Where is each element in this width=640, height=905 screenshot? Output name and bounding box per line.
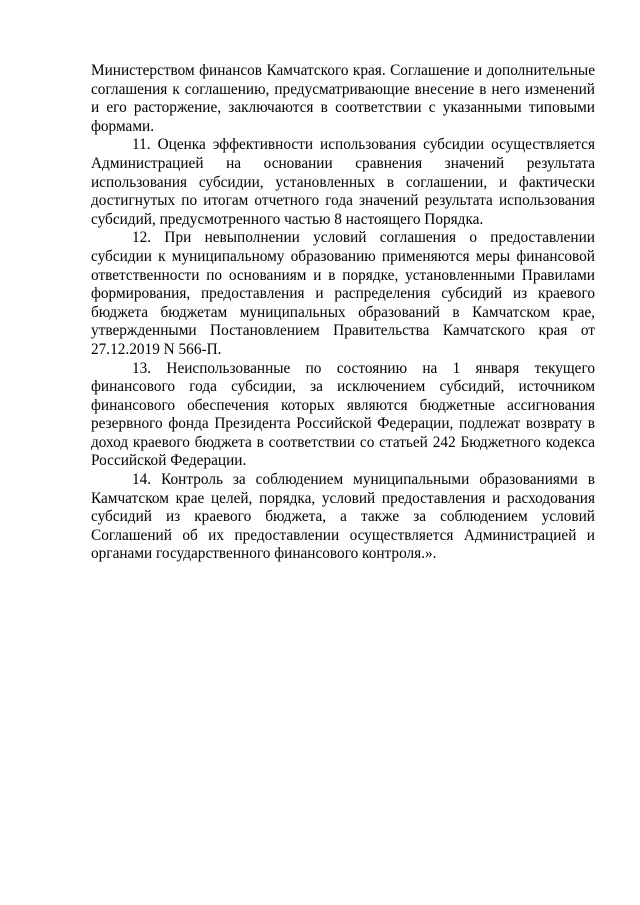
paragraph-13: 13. Неиспользованные по состоянию на 1 января текущего финансового года субсидии, за исключением субсидий, источником финансового обеспечения которых являются бюджетные ассигнования резервного фонда Президента Российской Федерации, подлежат возврату в доход краевого бюджета в соответствии со статьей 242 Бюджетного кодекса Российской Федерации. xyxy=(91,359,595,470)
paragraph-12: 12. При невыполнении условий соглашения о предоставлении субсидии к муниципальному образованию применяются меры финансовой ответственности по основаниям и в порядке, установленными Правилами формирования, предоставления и распределения субсидий из краевого бюджета бюджетам муниципальных образований в Камчатском крае, утвержденными Постановлением Правительства Камчатского края от 27.12.2019 N 566-П. xyxy=(91,229,595,358)
paragraph-11: 11. Оценка эффективности использования субсидии осуществляется Администрацией на основании сравнения значений результата использования субсидии, установленных в соглашении, и фактически достигнутых по итогам отчетного года значений результата использования субсидий, предусмотренного частью 8 настоящего Порядка. xyxy=(91,136,595,228)
paragraph-continuation: Министерством финансов Камчатского края. Соглашение и дополнительные соглашения к соглашению, предусматривающие внесение в него изменений и его расторжение, заключаются в соответствии с указанными типовыми формами. xyxy=(91,62,595,135)
paragraph-14: 14. Контроль за соблюдением муниципальными образованиями в Камчатском крае целей, порядка, условий предоставления и расходования субсидий из краевого бюджета, а также за соблюдением условий Соглашений об их предоставлении осуществляется Администрацией и органами государственного финансового контроля.». xyxy=(91,471,595,563)
document-body xyxy=(91,62,595,564)
